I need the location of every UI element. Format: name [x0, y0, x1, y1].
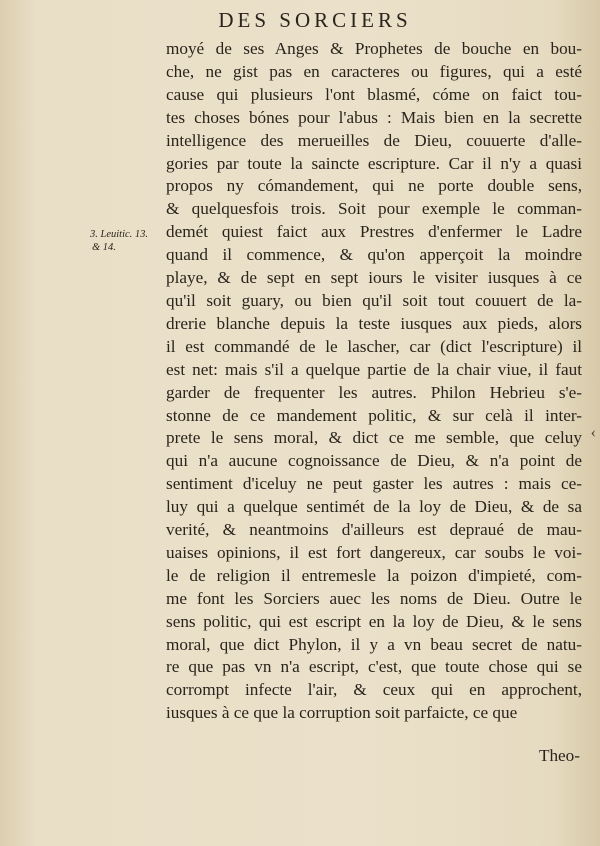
- text-line: garder de frequenter les autres. Philon Hebrieu s'e-: [166, 382, 582, 402]
- text-line: verité, & neantmoins d'ailleurs est depraué de mau-: [166, 520, 582, 540]
- text-line: prete le sens moral, & dict ce me semble, que celuy: [166, 428, 582, 448]
- text-line: moyé de ses Anges & Prophetes de bouche en bou-: [166, 39, 582, 58]
- page-edge-mark: ‹: [590, 424, 596, 441]
- text-line: cause qui plusieurs l'ont blasmé, cóme on faict tou-: [166, 84, 582, 104]
- text-line: quand il commence, & qu'on apperçoit la moindre: [166, 245, 582, 265]
- body-text: [166, 38, 582, 725]
- text-line: moral, que dict Phylon, il y a vn beau secret de natu-: [166, 634, 582, 654]
- text-line: luy qui a quelque sentimét de la loy de Dieu, & de sa: [166, 497, 582, 517]
- text-line: qu'il soit guary, ou bien qu'il soit tout couuert de la-: [166, 290, 582, 310]
- text-line: me font les Sorciers auec les noms de Dieu. Outre le: [166, 588, 582, 608]
- text-line: propos ny cómandement, qui ne porte double sens,: [166, 176, 582, 196]
- text-line: le de religion il entremesle la poizon d'impieté, com-: [166, 565, 582, 585]
- text-line: corrompt infecte l'air, & ceux qui en approchent,: [166, 680, 582, 700]
- text-line: sentiment d'iceluy ne peut gaster les autres : mais ce-: [166, 474, 582, 494]
- text-line: gories par toute la saincte escripture. Car il n'y a quasi: [166, 153, 582, 173]
- text-line: qui n'a aucune cognoissance de Dieu, & n'a point de: [166, 451, 582, 471]
- text-line: stonne de ce mandement politic, & sur celà il inter-: [166, 405, 582, 425]
- margin-note-line: 3. Leuitic. 13.: [90, 229, 149, 240]
- text-line: iusques à ce que la corruption soit parfaicte, ce que: [166, 703, 518, 723]
- margin-note-line: & 14.: [92, 242, 116, 253]
- text-line: playe, & de sept en sept iours le visiter iusques à ce: [166, 268, 582, 288]
- text-line: il est commandé de le lascher, car (dict l'escripture) il: [166, 336, 582, 356]
- running-header: DES SORCIERS: [218, 8, 412, 32]
- text-line: che, ne gist pas en caracteres ou figures, qui a esté: [166, 61, 582, 81]
- margin-note: [90, 228, 164, 254]
- catchword: Theo-: [538, 746, 580, 765]
- text-line: re que pas vn n'a escript, c'est, que toute chose qui se: [166, 657, 582, 677]
- text-line: drerie blanche depuis la teste iusques aux pieds, alors: [166, 313, 582, 333]
- text-line: intelligence des merueilles de Dieu, couuerte d'alle-: [166, 130, 582, 150]
- text-line: & quelquesfois trois. Soit pour exemple le comman-: [166, 199, 582, 219]
- text-line: sens politic, qui est escript en la loy de Dieu, & le sens: [166, 611, 582, 631]
- text-line: demét quiest faict aux Prestres d'enfermer le Ladre: [166, 222, 582, 242]
- text-line: tes choses bónes pour l'abus : Mais bien en la secrette: [166, 107, 582, 127]
- text-line: est net: mais s'il a quelque partie de la chair viue, il faut: [166, 359, 582, 379]
- text-line: uaises opinions, il est fort dangereux, car soubs le voi-: [166, 542, 582, 562]
